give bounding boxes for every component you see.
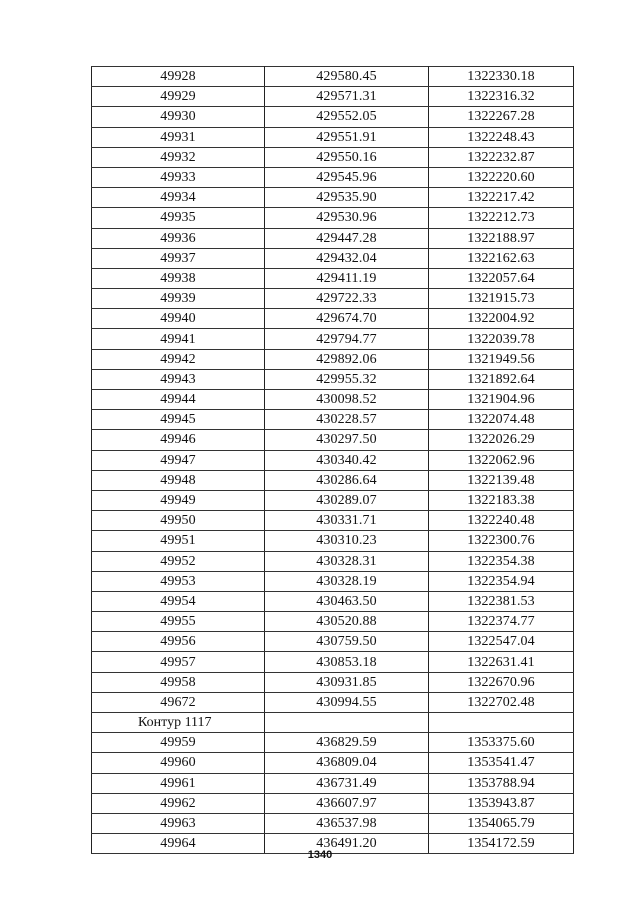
table-row <box>92 551 574 571</box>
table-row <box>92 591 574 611</box>
point-number-cell: 49954 <box>92 591 265 611</box>
point-number-cell: 49947 <box>92 450 265 470</box>
y-coordinate-cell: 1322057.64 <box>429 268 574 288</box>
x-coordinate-cell: 430994.55 <box>265 692 429 712</box>
point-number-cell: 49939 <box>92 289 265 309</box>
table-row <box>92 349 574 369</box>
y-coordinate-cell: 1322220.60 <box>429 167 574 187</box>
table-row <box>92 127 574 147</box>
point-number-cell: 49945 <box>92 410 265 430</box>
point-number-cell: 49946 <box>92 430 265 450</box>
y-coordinate-cell: 1322026.29 <box>429 430 574 450</box>
point-number-cell: 49964 <box>92 834 265 854</box>
x-coordinate-cell: 429580.45 <box>265 67 429 87</box>
point-number-cell: 49943 <box>92 369 265 389</box>
table-row <box>92 67 574 87</box>
x-coordinate-cell: 430759.50 <box>265 632 429 652</box>
table-row <box>92 329 574 349</box>
x-coordinate-cell: 430289.07 <box>265 490 429 510</box>
table-row <box>92 450 574 470</box>
point-number-cell: 49928 <box>92 67 265 87</box>
table-row <box>92 167 574 187</box>
table-row <box>92 289 574 309</box>
x-coordinate-cell: 429722.33 <box>265 289 429 309</box>
point-number-cell: 49951 <box>92 531 265 551</box>
table-row <box>92 531 574 551</box>
y-coordinate-cell: 1321949.56 <box>429 349 574 369</box>
y-coordinate-cell: 1322232.87 <box>429 147 574 167</box>
point-number-cell: 49949 <box>92 490 265 510</box>
point-number-cell: 49955 <box>92 612 265 632</box>
point-number-cell: 49941 <box>92 329 265 349</box>
y-coordinate-cell: 1322139.48 <box>429 470 574 490</box>
point-number-cell: 49956 <box>92 632 265 652</box>
x-coordinate-cell: 436491.20 <box>265 834 429 854</box>
y-coordinate-cell: 1322354.38 <box>429 551 574 571</box>
x-coordinate-cell: 436607.97 <box>265 793 429 813</box>
y-coordinate-cell: 1354065.79 <box>429 813 574 833</box>
x-coordinate-cell: 430098.52 <box>265 390 429 410</box>
x-coordinate-cell: 429892.06 <box>265 349 429 369</box>
y-coordinate-cell: 1353943.87 <box>429 793 574 813</box>
x-coordinate-cell: 436809.04 <box>265 753 429 773</box>
y-coordinate-cell: 1322240.48 <box>429 511 574 531</box>
table-row <box>92 208 574 228</box>
table-row <box>92 612 574 632</box>
table-row <box>92 410 574 430</box>
y-coordinate-cell: 1322354.94 <box>429 571 574 591</box>
x-coordinate-cell: 436537.98 <box>265 813 429 833</box>
table-row <box>92 793 574 813</box>
y-coordinate-cell: 1322074.48 <box>429 410 574 430</box>
x-coordinate-cell: 436829.59 <box>265 733 429 753</box>
x-coordinate-cell: 430286.64 <box>265 470 429 490</box>
y-coordinate-cell: 1322004.92 <box>429 309 574 329</box>
y-coordinate-cell: 1322316.32 <box>429 87 574 107</box>
x-coordinate-cell: 429552.05 <box>265 107 429 127</box>
table-row <box>92 470 574 490</box>
coordinates-table-body <box>92 67 574 854</box>
y-coordinate-cell: 1321892.64 <box>429 369 574 389</box>
contour-label: Контур 1117 <box>92 713 265 733</box>
table-row <box>92 188 574 208</box>
table-row <box>92 390 574 410</box>
x-coordinate-cell: 430853.18 <box>265 652 429 672</box>
coordinates-table <box>91 66 574 854</box>
x-coordinate-cell: 429551.91 <box>265 127 429 147</box>
table-row <box>92 490 574 510</box>
point-number-cell: 49934 <box>92 188 265 208</box>
y-coordinate-cell: 1321915.73 <box>429 289 574 309</box>
point-number-cell: 49942 <box>92 349 265 369</box>
y-coordinate-cell: 1354172.59 <box>429 834 574 854</box>
x-coordinate-cell: 430310.23 <box>265 531 429 551</box>
x-coordinate-cell: 430463.50 <box>265 591 429 611</box>
y-coordinate-cell: 1353375.60 <box>429 733 574 753</box>
point-number-cell: 49672 <box>92 692 265 712</box>
y-coordinate-cell: 1322702.48 <box>429 692 574 712</box>
point-number-cell: 49960 <box>92 753 265 773</box>
table-row <box>92 511 574 531</box>
x-coordinate-cell: 429530.96 <box>265 208 429 228</box>
x-coordinate-cell: 429432.04 <box>265 248 429 268</box>
y-coordinate-cell: 1321904.96 <box>429 390 574 410</box>
point-number-cell: 49938 <box>92 268 265 288</box>
y-coordinate-cell: 1322330.18 <box>429 67 574 87</box>
table-row <box>92 268 574 288</box>
table-row <box>92 147 574 167</box>
point-number-cell: 49948 <box>92 470 265 490</box>
contour-header-row <box>92 713 574 733</box>
point-number-cell: 49963 <box>92 813 265 833</box>
table-row <box>92 672 574 692</box>
table-row <box>92 107 574 127</box>
y-coordinate-cell: 1322267.28 <box>429 107 574 127</box>
x-coordinate-cell: 429550.16 <box>265 147 429 167</box>
point-number-cell: 49959 <box>92 733 265 753</box>
x-coordinate-cell: 430328.31 <box>265 551 429 571</box>
x-coordinate-cell: 429794.77 <box>265 329 429 349</box>
y-coordinate-cell: 1322248.43 <box>429 127 574 147</box>
y-coordinate-cell: 1322062.96 <box>429 450 574 470</box>
y-coordinate-cell: 1322670.96 <box>429 672 574 692</box>
y-coordinate-cell: 1322212.73 <box>429 208 574 228</box>
x-coordinate-cell: 430328.19 <box>265 571 429 591</box>
x-coordinate-cell: 429571.31 <box>265 87 429 107</box>
x-coordinate-cell: 430331.71 <box>265 511 429 531</box>
y-coordinate-cell: 1322183.38 <box>429 490 574 510</box>
page-number: 1340 <box>307 849 333 861</box>
point-number-cell: 49932 <box>92 147 265 167</box>
x-coordinate-cell: 429955.32 <box>265 369 429 389</box>
y-coordinate-cell: 1353541.47 <box>429 753 574 773</box>
table-row <box>92 430 574 450</box>
x-coordinate-cell: 430520.88 <box>265 612 429 632</box>
table-row <box>92 692 574 712</box>
table-row <box>92 632 574 652</box>
point-number-cell: 49962 <box>92 793 265 813</box>
point-number-cell: 49929 <box>92 87 265 107</box>
x-coordinate-cell: 436731.49 <box>265 773 429 793</box>
y-coordinate-cell: 1322374.77 <box>429 612 574 632</box>
x-coordinate-cell: 430297.50 <box>265 430 429 450</box>
point-number-cell: 49931 <box>92 127 265 147</box>
table-row <box>92 652 574 672</box>
x-coordinate-cell: 429545.96 <box>265 167 429 187</box>
table-row <box>92 733 574 753</box>
table-row <box>92 248 574 268</box>
table-row <box>92 773 574 793</box>
y-coordinate-cell: 1322381.53 <box>429 591 574 611</box>
x-coordinate-cell: 430228.57 <box>265 410 429 430</box>
y-coordinate-cell: 1322547.04 <box>429 632 574 652</box>
x-coordinate-cell: 429411.19 <box>265 268 429 288</box>
point-number-cell: 49937 <box>92 248 265 268</box>
point-number-cell: 49940 <box>92 309 265 329</box>
table-row <box>92 571 574 591</box>
table-row <box>92 309 574 329</box>
point-number-cell: 49952 <box>92 551 265 571</box>
x-coordinate-cell: 430340.42 <box>265 450 429 470</box>
point-number-cell: 49961 <box>92 773 265 793</box>
x-coordinate-cell: 429674.70 <box>265 309 429 329</box>
point-number-cell: 49936 <box>92 228 265 248</box>
point-number-cell: 49950 <box>92 511 265 531</box>
empty-cell <box>429 713 574 733</box>
point-number-cell: 49933 <box>92 167 265 187</box>
x-coordinate-cell: 429447.28 <box>265 228 429 248</box>
table-row <box>92 228 574 248</box>
table-row <box>92 813 574 833</box>
point-number-cell: 49944 <box>92 390 265 410</box>
point-number-cell: 49935 <box>92 208 265 228</box>
empty-cell <box>265 713 429 733</box>
point-number-cell: 49953 <box>92 571 265 591</box>
y-coordinate-cell: 1322217.42 <box>429 188 574 208</box>
table-row <box>92 369 574 389</box>
point-number-cell: 49930 <box>92 107 265 127</box>
y-coordinate-cell: 1322162.63 <box>429 248 574 268</box>
y-coordinate-cell: 1322039.78 <box>429 329 574 349</box>
point-number-cell: 49957 <box>92 652 265 672</box>
x-coordinate-cell: 430931.85 <box>265 672 429 692</box>
x-coordinate-cell: 429535.90 <box>265 188 429 208</box>
y-coordinate-cell: 1322188.97 <box>429 228 574 248</box>
y-coordinate-cell: 1353788.94 <box>429 773 574 793</box>
table-row <box>92 753 574 773</box>
y-coordinate-cell: 1322300.76 <box>429 531 574 551</box>
table-row <box>92 87 574 107</box>
y-coordinate-cell: 1322631.41 <box>429 652 574 672</box>
point-number-cell: 49958 <box>92 672 265 692</box>
